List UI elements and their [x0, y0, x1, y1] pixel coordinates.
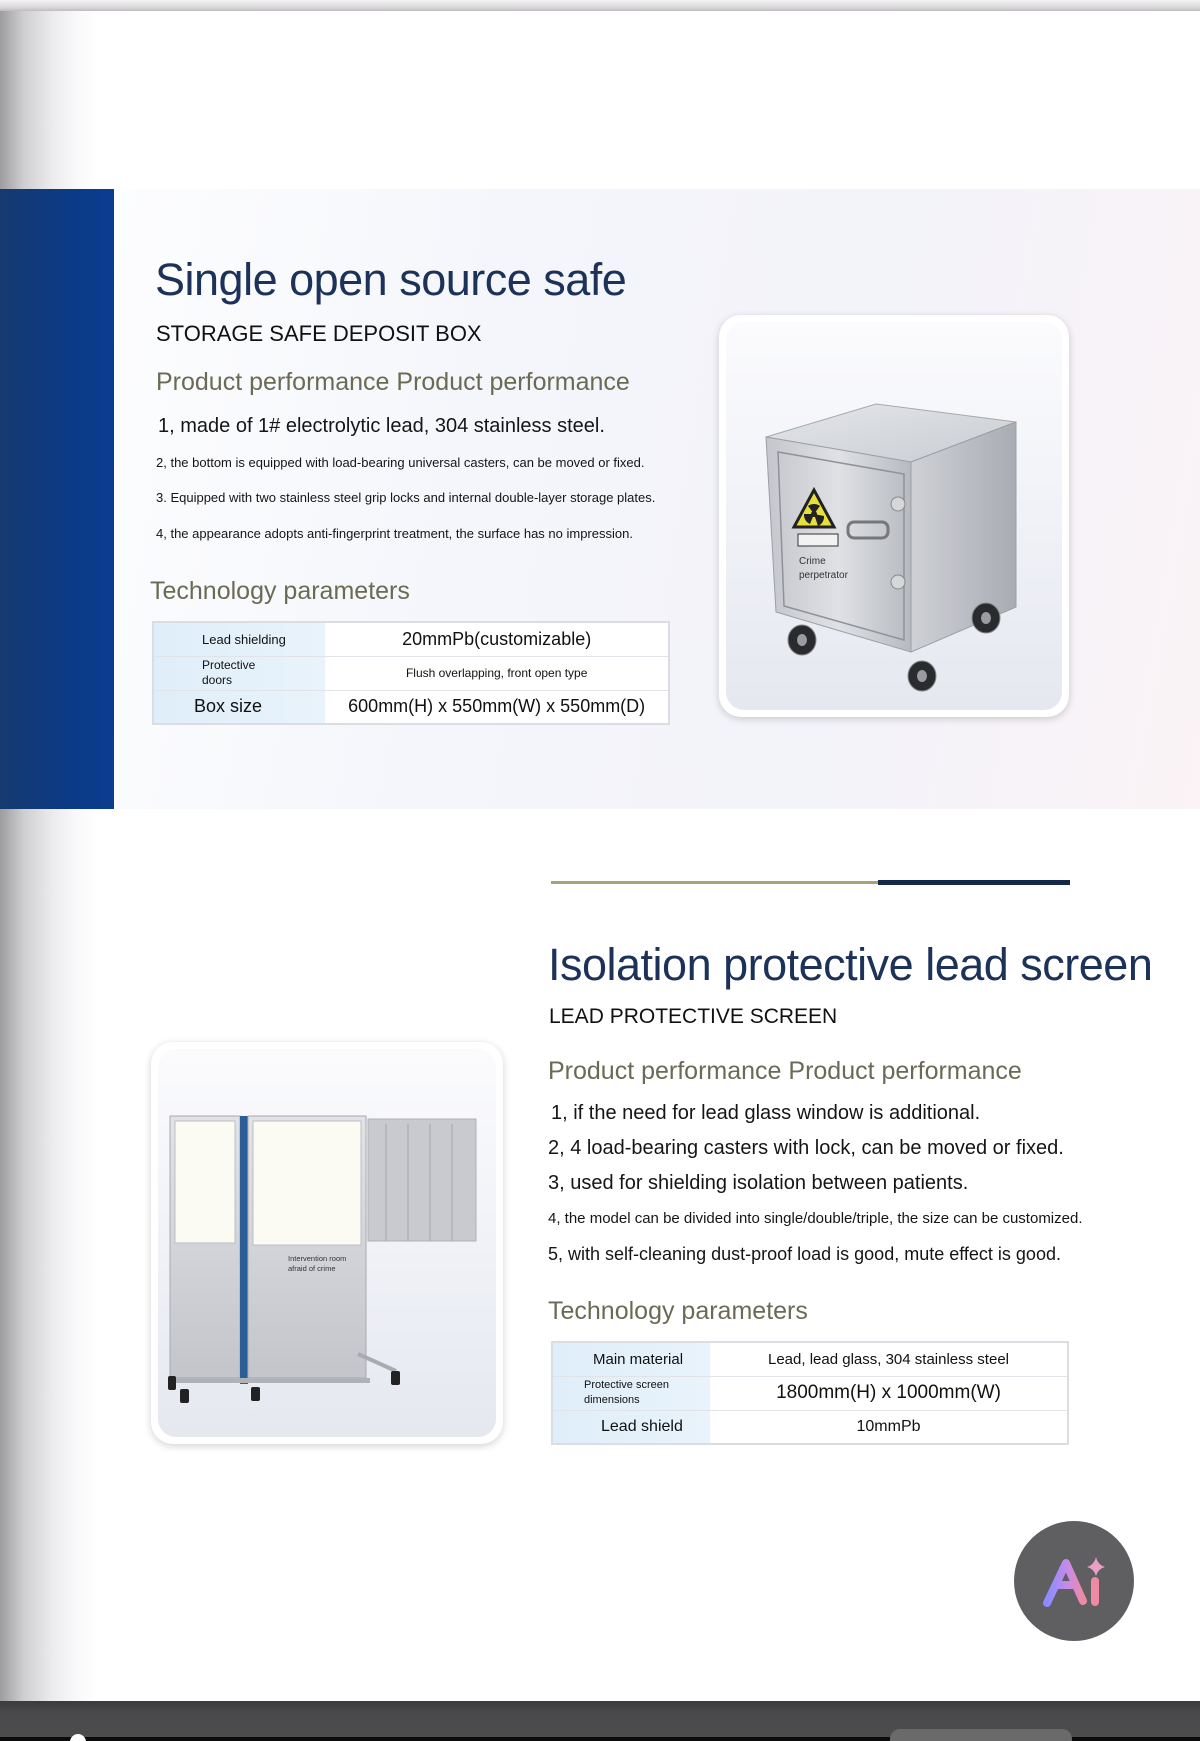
param-key: Protective doors — [153, 656, 325, 690]
tech-params-table — [551, 1341, 1069, 1445]
param-value: 10mmPb — [710, 1410, 1068, 1444]
svg-text:perpetrator: perpetrator — [799, 570, 848, 581]
svg-text:Intervention room: Intervention room — [288, 1254, 347, 1263]
table-row — [153, 690, 669, 724]
tech-params-table — [152, 621, 670, 725]
product-title: Single open source safe — [155, 254, 627, 305]
ai-assistant-button[interactable] — [1014, 1521, 1134, 1641]
param-key: Protective screen dimensions — [552, 1376, 710, 1410]
feature-item: 5, with self-cleaning dust-proof load is good, mute effect is good. — [548, 1244, 1061, 1264]
svg-text:Crime: Crime — [799, 556, 826, 567]
tech-params-heading: Technology parameters — [150, 577, 410, 605]
performance-heading: Product performance Product performance — [156, 368, 630, 396]
svg-text:afraid of crime: afraid of crime — [288, 1264, 336, 1273]
param-key: Box size — [153, 690, 325, 724]
feature-item: 3, used for shielding isolation between patients. — [548, 1172, 969, 1194]
param-key: Main material — [552, 1342, 710, 1376]
section-divider-navy — [878, 880, 1070, 885]
performance-heading: Product performance Product performance — [548, 1057, 1022, 1085]
param-key: Lead shielding — [153, 622, 325, 656]
param-value: 1800mm(H) x 1000mm(W) — [710, 1376, 1068, 1410]
product-photo-screen — [151, 1042, 503, 1444]
feature-item: 1, if the need for lead glass window is additional. — [551, 1102, 981, 1124]
table-row — [153, 622, 669, 656]
lead-screen-illustration — [158, 1049, 496, 1437]
product-title: Isolation protective lead screen — [548, 939, 1153, 990]
table-row — [552, 1376, 1068, 1410]
param-key: Lead shield — [552, 1410, 710, 1444]
feature-item: 1, made of 1# electrolytic lead, 304 stainless steel. — [158, 415, 605, 437]
feature-item: 2, 4 load-bearing casters with lock, can be moved or fixed. — [548, 1137, 1064, 1159]
feature-item: 4, the appearance adopts anti-fingerprint treatment, the surface has no impression. — [156, 526, 633, 541]
brand-blue-bar — [0, 189, 114, 809]
param-value: Lead, lead glass, 304 stainless steel — [768, 1350, 1009, 1368]
product-photo-safe — [719, 315, 1069, 717]
bottom-action-pill[interactable] — [890, 1729, 1072, 1741]
table-row — [552, 1410, 1068, 1444]
page-top-edge — [0, 0, 1200, 11]
product-subtitle: STORAGE SAFE DEPOSIT BOX — [156, 321, 482, 346]
param-value: 600mm(H) x 550mm(W) x 550mm(D) — [325, 690, 669, 724]
table-row — [153, 656, 669, 690]
table-row — [552, 1342, 1068, 1376]
param-value: 20mmPb(customizable) — [402, 628, 592, 649]
tech-params-heading: Technology parameters — [548, 1297, 808, 1325]
ai-sparkle-icon — [1039, 1551, 1109, 1611]
param-value: Flush overlapping, front open type — [325, 656, 669, 690]
safe-illustration — [726, 322, 1062, 710]
section-divider-gold — [551, 881, 878, 884]
feature-item: 2, the bottom is equipped with load-bearing universal casters, can be moved or fixed. — [156, 455, 645, 470]
feature-item: 3. Equipped with two stainless steel grip locks and internal double-layer storage plates. — [156, 490, 656, 505]
feature-item: 4, the model can be divided into single/double/triple, the size can be customized. — [548, 1210, 1083, 1227]
product-subtitle: LEAD PROTECTIVE SCREEN — [549, 1005, 838, 1028]
